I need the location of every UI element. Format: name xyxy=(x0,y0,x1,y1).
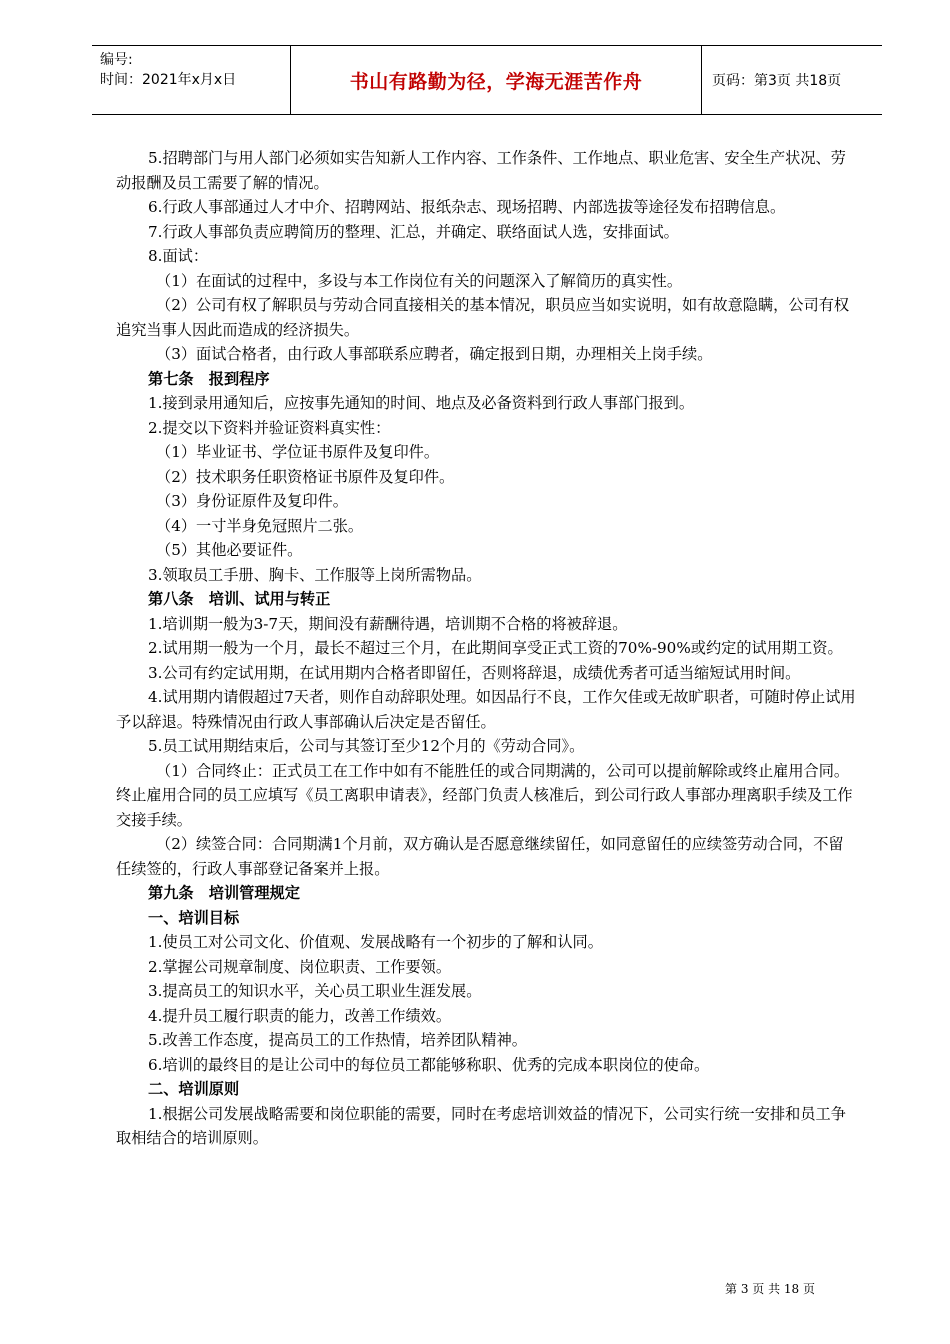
page-header xyxy=(92,45,882,115)
paragraph: （4）一寸半身免冠照片二张。 xyxy=(156,516,364,535)
section-heading: 第八条 培训、试用与转正 xyxy=(148,590,331,608)
paragraph: 1.培训期一般为3-7天，期间没有薪酬待遇，培训期不合格的将被辞退。 xyxy=(148,614,628,633)
page-footer: 第 3 页 共 18 页 xyxy=(725,1282,815,1296)
header-meta xyxy=(100,50,290,90)
paragraph: 5.改善工作态度，提高员工的工作热情，培养团队精神。 xyxy=(148,1031,527,1049)
paragraph: 8.面试： xyxy=(148,247,209,265)
paragraph: （5）其他必要证件。 xyxy=(156,541,303,559)
paragraph: （1）在面试的过程中，多设与本工作岗位有关的问题深入了解简历的真实性。 xyxy=(156,271,683,290)
paragraph: （3）面试合格者，由行政人事部联系应聘者，确定报到日期，办理相关上岗手续。 xyxy=(156,345,713,363)
paragraph: 6.行政人事部通过人才中介、招聘网站、报纸杂志、现场招聘、内部选拔等途径发布招聘信息。 xyxy=(148,198,786,216)
paragraph: 3.公司有约定试用期，在试用期内合格者即留任，否则将辞退，成绩优秀者可适当缩短试用时间。 xyxy=(148,663,801,682)
paragraph: 5.员工试用期结束后，公司与其签订至少12个月的《劳动合同》。 xyxy=(148,737,585,755)
paragraph: （1）合同终止：正式员工在工作中如有不能胜任的或合同期满的，公司可以提前解除或终止雇用合同。终止雇用合同的员工应填写《员工离职申请表》，经部门负责人核准后，到公司行政人事部办理离职手续及工作交接手续。 xyxy=(116,761,853,829)
paragraph: 2.提交以下资料并验证资料真实性： xyxy=(148,418,391,437)
header-motto: 书山有路勤为径，学海无涯苦作舟 xyxy=(290,46,702,114)
paragraph: 2.掌握公司规章制度、岗位职责、工作要领。 xyxy=(148,957,452,976)
paragraph: 2.试用期一般为一个月，最长不超过三个月，在此期间享受正式工资的70%-90%或约定的试用期工资。 xyxy=(148,639,843,657)
paragraph: （2）公司有权了解职员与劳动合同直接相关的基本情况，职员应当如实说明，如有故意隐瞒，公司有权追究当事人因此而造成的经济损失。 xyxy=(116,296,850,339)
paragraph: （1）毕业证书、学位证书原件及复印件。 xyxy=(156,443,440,461)
paragraph: 3.提高员工的知识水平，关心员工职业生涯发展。 xyxy=(148,982,482,1000)
paragraph: 7.行政人事部负责应聘简历的整理、汇总，并确定、联络面试人选，安排面试。 xyxy=(148,222,679,241)
paragraph: （2）技术职务任职资格证书原件及复印件。 xyxy=(156,467,455,486)
paragraph: （3）身份证原件及复印件。 xyxy=(156,492,348,510)
paragraph: 3.领取员工手册、胸卡、工作服等上岗所需物品。 xyxy=(148,565,482,584)
header-page-number: 页码：第3页 共18页 xyxy=(712,73,842,89)
document-time-label: 时间：2021年x月x日 xyxy=(100,72,237,88)
paragraph: （2）续签合同：合同期满1个月前，双方确认是否愿意继续留任，如同意留任的应续签劳动合同，不留任续签的，行政人事部登记备案并上报。 xyxy=(116,835,844,878)
paragraph: 4.提升员工履行职责的能力，改善工作绩效。 xyxy=(148,1006,452,1025)
section-heading: 一、培训目标 xyxy=(148,908,240,927)
paragraph: 1.接到录用通知后，应按事先通知的时间、地点及必备资料到行政人事部门报到。 xyxy=(148,394,695,412)
document-number-label: 编号: xyxy=(100,52,133,68)
paragraph: 1.使员工对公司文化、价值观、发展战略有一个初步的了解和认同。 xyxy=(148,933,603,951)
paragraph: 6.培训的最终目的是让公司中的每位员工都能够称职、优秀的完成本职岗位的使命。 xyxy=(148,1055,710,1074)
paragraph: 4.试用期内请假超过7天者，则作自动辞职处理。如因品行不良，工作欠佳或无故旷职者，可随时停止试用予以辞退。特殊情况由行政人事部确认后决定是否留任。 xyxy=(116,688,856,731)
paragraph: 1.根据公司发展战略需要和岗位职能的需要，同时在考虑培训效益的情况下，公司实行统一安排和员工争取相结合的培训原则。 xyxy=(116,1104,846,1147)
section-heading: 第七条 报到程序 xyxy=(148,369,270,388)
section-heading: 二、培训原则 xyxy=(148,1080,240,1098)
paragraph: 5.招聘部门与用人部门必须如实告知新人工作内容、工作条件、工作地点、职业危害、安全生产状况、劳动报酬及员工需要了解的情况。 xyxy=(116,149,846,192)
document-body xyxy=(116,146,858,1151)
section-heading: 第九条 培训管理规定 xyxy=(148,884,300,902)
